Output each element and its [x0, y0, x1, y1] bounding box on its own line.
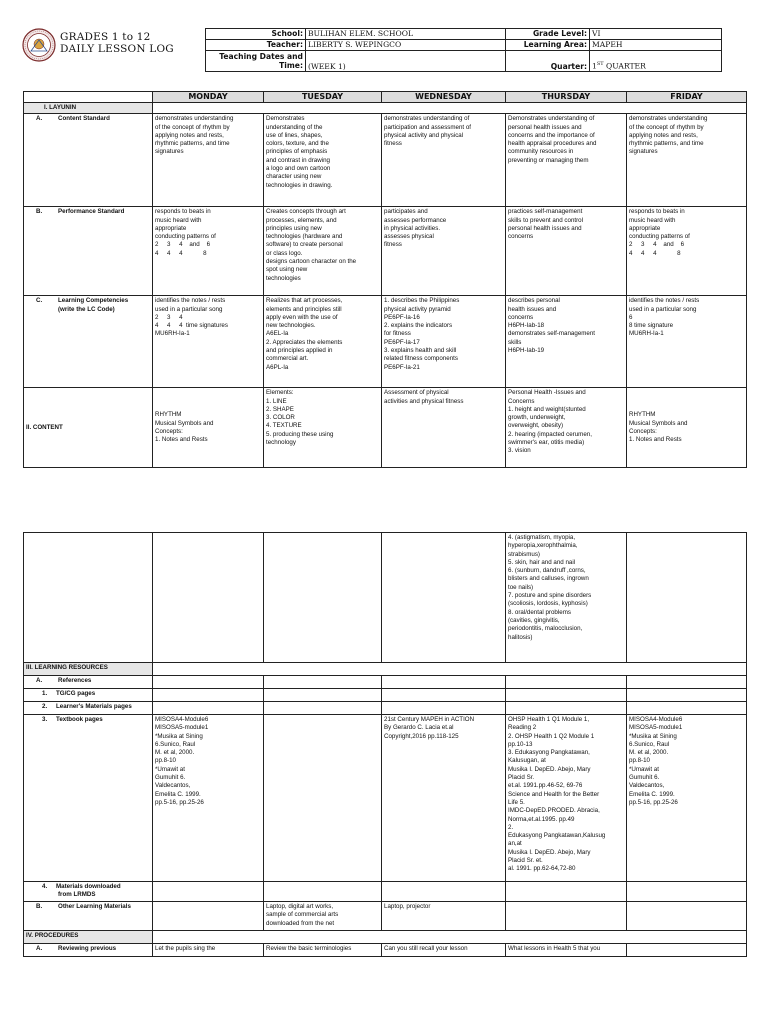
lm-friday [627, 702, 747, 715]
continued-label [24, 533, 153, 663]
cell-text: Can you still recall your lesson [384, 945, 468, 952]
section-layunin: I. LAYUNIN [24, 103, 153, 114]
other-materials-tuesday [264, 902, 382, 931]
content-standard-tuesday [264, 114, 382, 207]
cell-text: identifies the notes / rests used in a particular song 2 3 4 4 4 4 time signatures MU6RH-Ia-1 [155, 297, 228, 338]
other-materials-thursday [506, 902, 627, 931]
content-wednesday [382, 388, 506, 468]
row-label-text: Content Standard [58, 115, 110, 123]
quarter-number: 1 [592, 61, 597, 71]
lrmds-tuesday [264, 882, 382, 902]
continued-monday [153, 533, 264, 663]
other-materials-wednesday [382, 902, 506, 931]
row-num: C. [36, 297, 43, 305]
tg-thursday [506, 689, 627, 702]
row-label-tg-pages [24, 689, 153, 702]
tg-friday [627, 689, 747, 702]
title-line-1: GRADES 1 to 12 [60, 31, 151, 43]
tg-tuesday [264, 689, 382, 702]
performance-standard-monday [153, 207, 264, 296]
cell-text: demonstrates understanding of the concept of rhythm by applying notes and rests, rhythmic patterns, and time signatures [155, 115, 234, 156]
section-procedures: IV. PROCEDURES [24, 931, 153, 944]
row-label-lm-pages [24, 702, 153, 715]
row-label-text: Learning Competencies [58, 297, 129, 305]
row-label-content-standard [24, 114, 153, 207]
performance-standard-tuesday [264, 207, 382, 296]
row-label-text: Textbook pages [56, 716, 103, 723]
cell-text: RHYTHM Musical Symbols and Concepts: 1. Notes and Rests [629, 411, 688, 444]
other-materials-friday [627, 902, 747, 931]
cell-text: describes personal health issues and concerns H6PH-Iab-18 demonstrates self-management skills H6PH-Iab-19 [508, 297, 596, 355]
row-num: A. [36, 945, 43, 952]
references-wednesday [382, 676, 506, 689]
day-header-wednesday: WEDNESDAY [382, 92, 506, 103]
cell-text: demonstrates understanding of participation and assessment of physical activity and physical fitness [384, 115, 472, 148]
day-header-thursday: THURSDAY [506, 92, 627, 103]
section-learning-resources: III. LEARNING RESOURCES [24, 663, 153, 676]
content-standard-thursday [506, 114, 627, 207]
section-procedures-blank [153, 931, 747, 944]
reviewing-tuesday [264, 944, 382, 957]
section-layunin-blank [153, 103, 747, 114]
quarter-superscript: ST [596, 60, 604, 67]
row-label-text: Learner's Materials pages [56, 703, 132, 710]
row-num: A. [36, 115, 43, 123]
cell-text: Creates concepts through art processes, elements, and principles using new technologies (hardware and software) to create personal or class logo. designs cartoon character on the spot using new technologies [266, 208, 357, 282]
content-standard-monday [153, 114, 264, 207]
performance-standard-friday [627, 207, 747, 296]
row-num: B. [36, 208, 43, 216]
performance-standard-wednesday [382, 207, 506, 296]
lm-wednesday [382, 702, 506, 715]
cell-text: What lessons in Health 5 that you [508, 945, 601, 952]
row-num: 1. [42, 690, 48, 697]
reviewing-friday [627, 944, 747, 957]
cell-text: 4. (astigmatism, myopia, hyperopia,xerophthalmia, strabismus) 5. skin, hair and and nail 6. (sunburn, dandruff ,corns, blisters and calluses, ingrown toe nails) 7. posture and spine disorders (scoliosis, lordosis, kyphosis) 8. oral/dental problems (cavities, gingivitis, periodontitis, malocclusion, halitosis) [508, 534, 592, 641]
tg-wednesday [382, 689, 506, 702]
cell-text: MISOSA4-Module6 MISOSA5-module1 *Musika at Sining 6.Sunico, Raul M. et al, 2000. pp.8-10 *Umawit at Gumuhit 6. Valdecantos, Emelita C. 1999. pp.5-16, pp.25-26 [155, 716, 209, 806]
cell-text: Demonstrates understanding of personal health issues and concerns and the importance of health appraisal procedures and community resources in preventing or managing them [508, 115, 597, 164]
quarter-word: QUARTER [603, 61, 646, 71]
corner-cell [24, 92, 153, 103]
row-num: 3. [42, 716, 48, 723]
row-label-lrmds [24, 882, 153, 902]
day-header-monday: MONDAY [153, 92, 264, 103]
continued-friday [627, 533, 747, 663]
quarter-label: Quarter: [506, 51, 590, 72]
cell-text: Personal Health -Issues and Concerns 1. height and weight(stunted growth, underweight, overweight, obesity) 2. hearing (impacted cerumen, swimmer's ear, otitis media) 3. vision [508, 389, 592, 455]
teacher-label: Teacher: [206, 40, 306, 51]
references-monday [153, 676, 264, 689]
cell-text: OHSP Health 1 Q1 Module 1, Reading 2 2. OHSP Health 1 Q2 Module 1 pp.10-13 3. Edukasyong Pangkatawan, Kalusugan, at Musika I. DepED. Abejo, Mary Placid Sr. et.al. 1991.pp.46-52, 69-76 Science and Health for the Better Life 5. IMDC-DepED.PRODED. Abracia, Norma,et.al.1995. pp.49 2. Edukasyong Pangkatawan,Kalusug an,at Musika I. DepED. Abejo, Mary Placid Sr. et. al. 1991. pp.62-64,72-80 [508, 716, 606, 873]
lm-thursday [506, 702, 627, 715]
lesson-log-table-continued [23, 532, 747, 957]
row-label-learning-competencies [24, 296, 153, 388]
teaching-dates-label-line1: Teaching Dates and [219, 52, 303, 61]
cell-text: Realizes that art processes, elements and principles still apply even with the use of new technologies. A6EL-Ia 2. Appreciates the elements and principles applied in commercial art. A6PL-Ia [266, 297, 343, 371]
row-label-performance-standard [24, 207, 153, 296]
competencies-friday [627, 296, 747, 388]
content-tuesday [264, 388, 382, 468]
textbook-wednesday [382, 715, 506, 882]
lm-tuesday [264, 702, 382, 715]
section-learning-resources-blank [153, 663, 747, 676]
cell-text: practices self-management skills to prevent and control personal health issues and concerns [508, 208, 583, 241]
cell-text: MISOSA4-Module6 MISOSA5-module1 *Musika at Sining 6.Sunico, Raul M. et al, 2000. pp.8-10 *Umawit at Gumuhit 6. Valdecantos, Emelita C. 1999. pp.5-16, pp.25-26 [629, 716, 683, 806]
row-label-text: Reviewing previous [58, 945, 117, 952]
cell-text: 21st Century MAPEH in ACTION By Gerardo C. Lacia et.al Copyright,2016 pp.118-125 [384, 716, 475, 740]
teacher-value: LIBERTY S. WEPINGCO [306, 40, 506, 51]
header-info-table [205, 28, 722, 72]
grade-level-label: Grade Level: [506, 29, 590, 40]
deped-seal-icon [22, 28, 56, 62]
row-num: A. [36, 677, 43, 684]
row-label-text: Materials downloaded [56, 883, 121, 890]
continued-tuesday [264, 533, 382, 663]
textbook-friday [627, 715, 747, 882]
school-value: BULIHAN ELEM. SCHOOL [306, 29, 506, 40]
lrmds-monday [153, 882, 264, 902]
learning-area-label: Learning Area: [506, 40, 590, 51]
teaching-dates-label [206, 51, 306, 72]
cell-text: Assessment of physical activities and physical fitness [384, 389, 464, 405]
reviewing-monday [153, 944, 264, 957]
content-thursday [506, 388, 627, 468]
references-thursday [506, 676, 627, 689]
day-header-friday: FRIDAY [627, 92, 747, 103]
row-label-subtext: (write the LC Code) [58, 305, 115, 313]
competencies-wednesday [382, 296, 506, 388]
day-header-tuesday: TUESDAY [264, 92, 382, 103]
lesson-log-table [23, 91, 747, 468]
references-friday [627, 676, 747, 689]
row-label-text: References [58, 677, 92, 684]
cell-text: RHYTHM Musical Symbols and Concepts: 1. Notes and Rests [155, 411, 214, 444]
cell-text: 1. describes the Philippines physical activity pyramid PE6PF-Ia-16 2. explains the indicators for fitness PE6PF-Ia-17 3. explains health and skill related fitness components PE6PF-Ia-21 [384, 297, 460, 371]
lrmds-thursday [506, 882, 627, 902]
textbook-thursday [506, 715, 627, 882]
quarter-value [590, 51, 722, 72]
competencies-tuesday [264, 296, 382, 388]
lm-monday [153, 702, 264, 715]
cell-text: Laptop, digital art works, sample of commercial arts downloaded from the net [266, 903, 339, 927]
performance-standard-thursday [506, 207, 627, 296]
competencies-thursday [506, 296, 627, 388]
content-friday [627, 388, 747, 468]
content-standard-wednesday [382, 114, 506, 207]
cell-text: identifies the notes / rests used in a particular song 6 8 time signature MU6RH-Ia-1 [629, 297, 700, 338]
cell-text: responds to beats in music heard with appropriate conducting patterns of 2 3 4 and 6 4 4 4 8 [629, 208, 690, 257]
row-label-text: Other Learning Materials [58, 903, 131, 910]
row-label-text: TG/CG pages [56, 690, 96, 697]
grade-level-value: VI [590, 29, 722, 40]
lrmds-friday [627, 882, 747, 902]
content-standard-friday [627, 114, 747, 207]
document-title [60, 31, 174, 55]
row-label-other-materials [24, 902, 153, 931]
cell-text: responds to beats in music heard with appropriate conducting patterns of 2 3 4 and 6 4 4 4 8 [155, 208, 216, 257]
cell-text: Review the basic terminologies [266, 945, 352, 952]
tg-monday [153, 689, 264, 702]
document-header [22, 28, 746, 74]
row-num: 2. [42, 703, 48, 710]
teaching-dates-label-line2: Time: [279, 61, 303, 70]
reviewing-wednesday [382, 944, 506, 957]
school-label: School: [206, 29, 306, 40]
reviewing-thursday [506, 944, 627, 957]
row-label-content: II. CONTENT [24, 388, 153, 468]
content-monday [153, 388, 264, 468]
row-num: 4. [42, 883, 48, 890]
row-label-subtext: from LRMDS [58, 891, 96, 899]
cell-text: Elements: 1. LINE 2. SHAPE 3. COLOR 4. TEXTURE 5. producing these using technology [266, 389, 334, 447]
learning-area-value: MAPEH [590, 40, 722, 51]
teaching-dates-value: (WEEK 1) [306, 51, 506, 72]
competencies-monday [153, 296, 264, 388]
cell-text: Demonstrates understanding of the use of lines, shapes, colors, texture, and the principles of emphasis and contrast in drawing a logo and own cartoon character using new technologies in drawing. [266, 115, 333, 189]
row-label-reviewing [24, 944, 153, 957]
cell-text: demonstrates understanding of the concept of rhythm by applying notes and rests, rhythmic patterns, and time signatures [629, 115, 708, 156]
title-line-2: DAILY LESSON LOG [60, 43, 174, 55]
cell-text: Laptop, projector [384, 903, 431, 910]
textbook-monday [153, 715, 264, 882]
cell-text: Let the pupils sing the [155, 945, 216, 952]
continued-thursday [506, 533, 627, 663]
references-tuesday [264, 676, 382, 689]
row-label-references [24, 676, 153, 689]
continued-wednesday [382, 533, 506, 663]
other-materials-monday [153, 902, 264, 931]
lrmds-wednesday [382, 882, 506, 902]
cell-text: participates and assesses performance in physical activities. assesses physical fitness [384, 208, 447, 249]
row-label-textbook-pages [24, 715, 153, 882]
textbook-tuesday [264, 715, 382, 882]
row-label-text: Performance Standard [58, 208, 125, 216]
row-num: B. [36, 903, 43, 910]
